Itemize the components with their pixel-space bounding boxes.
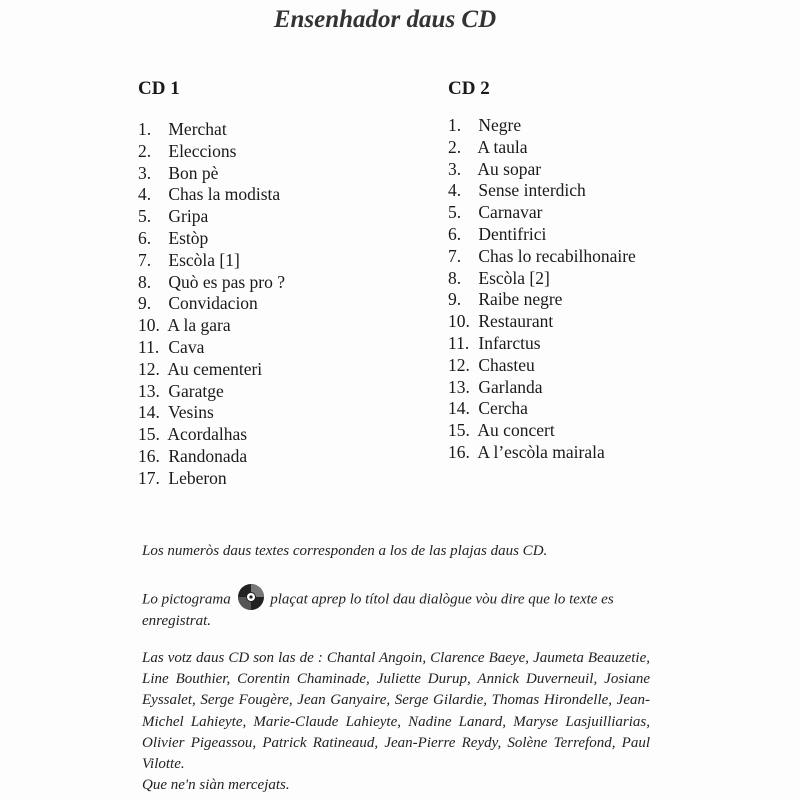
cd1-column <box>138 78 285 490</box>
track-number: 6. <box>448 223 462 244</box>
track-name: Acordalhas <box>167 424 248 445</box>
track-item <box>448 398 636 420</box>
track-number: 11. <box>138 336 160 357</box>
cd2-column <box>448 78 636 464</box>
track-item <box>138 424 285 446</box>
track-name: Cercha <box>478 398 528 419</box>
track-name: Au sopar <box>477 158 542 179</box>
track-number: 16. <box>448 441 470 462</box>
track-name: Garatge <box>168 380 224 401</box>
track-item <box>448 159 636 181</box>
track-number: 5. <box>448 202 462 223</box>
pictogram-note-after: plaçat aprep lo títol dau dialògue vòu dire que lo texte es enregistrat. <box>142 591 614 629</box>
track-number: 10. <box>138 315 160 336</box>
track-name: Carnavar <box>478 202 543 223</box>
cd1-track-list <box>138 119 285 490</box>
track-item <box>448 137 636 159</box>
track-item <box>138 293 285 315</box>
track-item <box>448 442 636 464</box>
track-name: Cava <box>168 336 205 357</box>
track-number: 1. <box>138 119 152 139</box>
track-number: 7. <box>138 249 152 270</box>
page-title: Ensenhador daus CD <box>273 6 497 33</box>
track-number: 5. <box>138 206 152 227</box>
track-item <box>448 377 636 399</box>
track-item <box>138 141 285 163</box>
track-number: 2. <box>448 136 462 157</box>
numbering-note: Los numeròs daus textes corresponden a los de las plajas daus CD. <box>142 543 548 559</box>
track-number: 14. <box>448 398 470 419</box>
track-number: 8. <box>138 271 152 292</box>
track-item <box>448 202 636 224</box>
track-number: 12. <box>448 354 470 375</box>
track-item <box>138 402 285 424</box>
track-item <box>448 224 636 246</box>
track-number: 9. <box>448 289 462 310</box>
voices-text: Las votz daus CD son las de : Chantal Angoin, Clarence Baeye, Jaumeta Beauzetie, Line Bouthier, Corentin Chaminade, Juliette Durup, Annick Duverneuil, Josiane Eyssalet, Serge Fougère, Jean Ganyaire, Serge Gilardie, Thomas Hirondelle, Jean-Michel Lahieyte, Marie-Claude Lahieyte, Nadine Lanard, Maryse Lasjuilliarias, Olivier Pigeassou, Patrick Ratineaud, Jean-Pierre Reydy, Solène Terrefond, Paul Vilotte. <box>142 650 650 773</box>
track-number: 3. <box>138 162 152 183</box>
pictogram-note <box>142 589 662 631</box>
track-name: Raibe negre <box>478 289 563 310</box>
track-name: Merchat <box>168 119 227 139</box>
track-number: 3. <box>448 158 462 179</box>
track-name: Garlanda <box>478 376 543 397</box>
track-number: 15. <box>448 420 470 441</box>
track-item <box>138 272 285 294</box>
track-number: 9. <box>138 293 152 314</box>
track-number: 6. <box>138 227 152 248</box>
track-item <box>448 289 636 311</box>
track-name: Escòla [2] <box>478 267 550 288</box>
track-item <box>138 359 285 381</box>
track-number: 11. <box>448 332 470 353</box>
cd2-heading: CD 2 <box>448 78 490 99</box>
track-number: 13. <box>448 376 470 397</box>
pictogram-note-before: Lo pictograma <box>142 591 231 608</box>
thanks-text: Que ne'n siàn mercejats. <box>142 777 290 794</box>
track-name: Dentifrici <box>478 223 547 244</box>
track-name: Chasteu <box>478 354 535 375</box>
track-name: Convidacion <box>168 293 258 314</box>
track-number: 12. <box>138 358 160 379</box>
track-name: Sense interdich <box>478 180 586 201</box>
track-item <box>138 315 285 337</box>
voices-note <box>142 648 650 796</box>
track-number: 2. <box>138 140 152 161</box>
track-number: 4. <box>138 184 152 205</box>
track-number: 15. <box>138 424 160 445</box>
track-item <box>138 337 285 359</box>
track-name: Eleccions <box>168 140 237 161</box>
track-name: A l’escòla mairala <box>477 441 605 462</box>
track-item <box>138 119 285 141</box>
track-name: Infarctus <box>478 332 541 353</box>
cd1-heading: CD 1 <box>138 78 180 99</box>
track-name: A la gara <box>167 315 231 336</box>
track-item <box>138 446 285 468</box>
track-item <box>448 420 636 442</box>
track-name: Bon pè <box>168 162 219 183</box>
track-number: 8. <box>448 267 462 288</box>
track-name: Leberon <box>168 467 227 488</box>
track-number: 13. <box>138 380 160 401</box>
cd-disc-icon <box>237 583 265 611</box>
track-name: Escòla [1] <box>168 249 240 270</box>
track-item <box>448 311 636 333</box>
track-item <box>448 355 636 377</box>
track-name: Restaurant <box>478 311 554 332</box>
cd2-track-list <box>448 115 636 464</box>
track-item <box>448 268 636 290</box>
track-item <box>448 333 636 355</box>
track-item <box>138 250 285 272</box>
track-name: Randonada <box>168 445 248 466</box>
track-item <box>448 246 636 268</box>
track-name: Quò es pas pro ? <box>168 271 286 292</box>
track-item <box>448 115 636 137</box>
track-number: 14. <box>138 402 160 423</box>
track-number: 10. <box>448 311 470 332</box>
track-name: Negre <box>478 115 522 135</box>
track-item <box>138 468 285 490</box>
track-number: 17. <box>138 467 160 488</box>
track-item <box>138 184 285 206</box>
track-name: A taula <box>477 136 528 157</box>
track-item <box>138 381 285 403</box>
track-item <box>448 180 636 202</box>
track-name: Gripa <box>168 206 209 227</box>
track-name: Chas lo recabilhonaire <box>478 245 636 266</box>
track-name: Au concert <box>477 420 555 441</box>
track-item <box>138 163 285 185</box>
track-name: Au cementeri <box>167 358 263 379</box>
track-name: Estòp <box>168 227 209 248</box>
track-number: 1. <box>448 115 462 135</box>
track-name: Vesins <box>168 402 214 423</box>
track-number: 4. <box>448 180 462 201</box>
track-item <box>138 228 285 250</box>
track-name: Chas la modista <box>168 184 281 205</box>
track-item <box>138 206 285 228</box>
track-number: 16. <box>138 445 160 466</box>
track-number: 7. <box>448 245 462 266</box>
